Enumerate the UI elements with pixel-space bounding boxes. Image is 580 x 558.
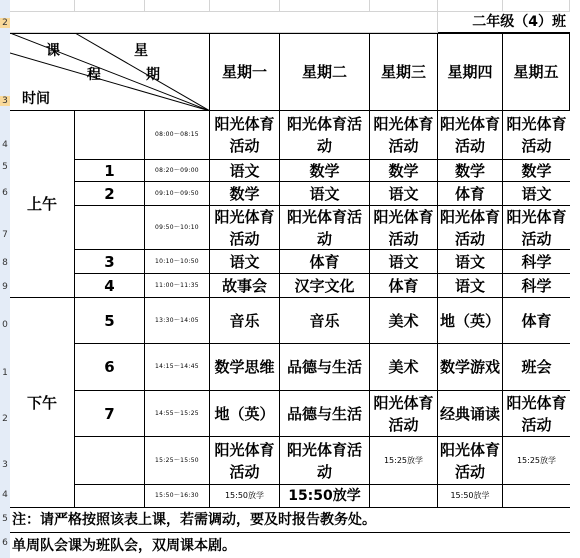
schedule-cell-day4[interactable]: 地（英） [438, 298, 503, 344]
row-number[interactable]: 4 [2, 140, 8, 150]
period-number[interactable] [75, 437, 145, 485]
schedule-cell-day2[interactable]: 体育 [280, 250, 370, 274]
row-number[interactable]: 2 [2, 414, 8, 424]
schedule-cell-day3[interactable]: 阳光体育活动 [370, 391, 438, 437]
period-time[interactable]: 08:20～09:00 [145, 160, 210, 182]
day-header-wednesday[interactable]: 星期三 [370, 33, 438, 111]
row-number[interactable]: 3 [2, 460, 8, 470]
schedule-cell-day3[interactable]: 阳光体育活动 [370, 206, 438, 250]
period-number[interactable]: 6 [75, 344, 145, 391]
period-number[interactable]: 1 [75, 160, 145, 182]
schedule-cell-day1[interactable]: 音乐 [210, 298, 280, 344]
grid-cell[interactable] [210, 0, 280, 12]
day-header-friday[interactable]: 星期五 [503, 33, 570, 111]
schedule-cell-day4[interactable]: 数学游戏 [438, 344, 503, 391]
schedule-cell-day5[interactable]: 体育 [503, 298, 570, 344]
schedule-cell-day4[interactable]: 经典诵读 [438, 391, 503, 437]
schedule-cell-day4[interactable]: 体育 [438, 182, 503, 206]
schedule-cell-day2[interactable]: 品德与生活 [280, 391, 370, 437]
row-number[interactable]: 6 [2, 538, 8, 548]
row-number[interactable]: 4 [2, 490, 8, 500]
day-header-thursday[interactable]: 星期四 [438, 33, 503, 111]
grid-cell[interactable] [75, 0, 145, 12]
period-number[interactable]: 7 [75, 391, 145, 437]
schedule-cell-day1[interactable]: 15:50放学 [210, 485, 280, 508]
header-xing: 星 [134, 43, 148, 59]
row-number[interactable]: 6 [2, 188, 8, 198]
row-number[interactable]: 5 [2, 514, 8, 524]
grid-cell[interactable] [280, 0, 370, 12]
schedule-cell-day3[interactable]: 语文 [370, 182, 438, 206]
schedule-cell-day1[interactable]: 语文 [210, 250, 280, 274]
schedule-cell-day1[interactable]: 数学 [210, 182, 280, 206]
period-time[interactable]: 15:50～16:30 [145, 485, 210, 508]
period-number[interactable]: 4 [75, 274, 145, 298]
schedule-cell-day3[interactable]: 数学 [370, 160, 438, 182]
row-number[interactable]: 9 [2, 282, 8, 292]
schedule-cell-day4[interactable]: 语文 [438, 250, 503, 274]
schedule-cell-day5[interactable]: 15:25放学 [503, 437, 570, 485]
period-number[interactable] [75, 206, 145, 250]
header-time: 时间 [22, 91, 50, 107]
row-number[interactable]: 8 [2, 258, 8, 268]
day-header-monday[interactable]: 星期一 [210, 33, 280, 111]
period-time[interactable]: 14:55～15:25 [145, 391, 210, 437]
row-number[interactable]: 2 [0, 18, 10, 28]
grid-cell[interactable] [503, 0, 570, 12]
period-number[interactable]: 2 [75, 182, 145, 206]
row-number[interactable]: 1 [2, 368, 8, 378]
note-1: 注：请严格按照该表上课，若需调动，要及时报告教务处。 [12, 512, 376, 528]
schedule-cell-day5[interactable]: 班会 [503, 344, 570, 391]
schedule-cell-day3[interactable]: 语文 [370, 250, 438, 274]
schedule-cell-day5[interactable]: 科学 [503, 250, 570, 274]
period-time[interactable]: 14:15～14:45 [145, 344, 210, 391]
grid-cell[interactable] [370, 0, 438, 12]
note-row-2[interactable] [10, 533, 570, 558]
schedule-cell-day2[interactable]: 阳光体育活动 [280, 437, 370, 485]
schedule-cell-day2[interactable]: 汉字文化 [280, 274, 370, 298]
schedule-cell-day1[interactable]: 语文 [210, 160, 280, 182]
schedule-cell-day5[interactable] [503, 485, 570, 508]
period-time[interactable]: 13:30～14:05 [145, 298, 210, 344]
schedule-cell-day1[interactable]: 数学思维 [210, 344, 280, 391]
schedule-cell-day5[interactable]: 科学 [503, 274, 570, 298]
grid-cell[interactable] [438, 0, 503, 12]
grid-cell[interactable] [145, 0, 210, 12]
note-2: 单周队会课为班队会，双周课本剧。 [12, 537, 236, 554]
schedule-cell-day4[interactable]: 阳光体育活动 [438, 206, 503, 250]
session-am[interactable]: 上午 [10, 111, 75, 298]
schedule-cell-day2[interactable]: 阳光体育活动 [280, 206, 370, 250]
row-number[interactable]: 5 [2, 162, 8, 172]
schedule-cell-day3[interactable]: 美术 [370, 298, 438, 344]
schedule-cell-day4[interactable]: 阳光体育活动 [438, 437, 503, 485]
day-header-tuesday[interactable]: 星期二 [280, 33, 370, 111]
row-number[interactable]: 3 [0, 96, 10, 106]
period-time[interactable]: 09:50～10:10 [145, 206, 210, 250]
schedule-cell-day1[interactable]: 阳光体育活动 [210, 206, 280, 250]
period-number[interactable] [75, 111, 145, 160]
period-time[interactable]: 10:10～10:50 [145, 250, 210, 274]
schedule-cell-day1[interactable]: 故事会 [210, 274, 280, 298]
schedule-cell-day1[interactable]: 地（英） [210, 391, 280, 437]
schedule-cell-day2[interactable]: 阳光体育活动 [280, 111, 370, 160]
schedule-cell-day5[interactable]: 阳光体育活动 [503, 391, 570, 437]
header-qi: 期 [146, 67, 160, 83]
schedule-cell-day5[interactable]: 语文 [503, 182, 570, 206]
period-number[interactable]: 3 [75, 250, 145, 274]
schedule-cell-day3[interactable]: 15:25放学 [370, 437, 438, 485]
session-pm[interactable]: 下午 [10, 298, 75, 508]
header-ke: 课 [46, 43, 60, 59]
schedule-cell-day2[interactable]: 音乐 [280, 298, 370, 344]
row-number[interactable]: 0 [2, 320, 8, 330]
schedule-cell-day5[interactable]: 数学 [503, 160, 570, 182]
schedule-cell-day2[interactable]: 15:50放学 [280, 485, 370, 508]
schedule-cell-day2[interactable]: 语文 [280, 182, 370, 206]
schedule-cell-day1[interactable]: 阳光体育活动 [210, 437, 280, 485]
period-time[interactable]: 09:10～09:50 [145, 182, 210, 206]
header-cheng: 程 [87, 67, 101, 83]
schedule-cell-day3[interactable]: 体育 [370, 274, 438, 298]
period-time[interactable]: 08:00～08:15 [145, 111, 210, 160]
schedule-cell-day4[interactable]: 语文 [438, 274, 503, 298]
period-number[interactable]: 5 [75, 298, 145, 344]
schedule-cell-day5[interactable]: 阳光体育活动 [503, 206, 570, 250]
schedule-cell-day4[interactable]: 15:50放学 [438, 485, 503, 508]
note-row-1[interactable] [10, 508, 570, 533]
schedule-cell-day5[interactable]: 阳光体育活动 [503, 111, 570, 160]
schedule-cell-day3[interactable]: 美术 [370, 344, 438, 391]
period-number[interactable] [75, 485, 145, 508]
schedule-cell-day1[interactable]: 阳光体育活动 [210, 111, 280, 160]
schedule-cell-day4[interactable]: 阳光体育活动 [438, 111, 503, 160]
grid-cell[interactable] [10, 12, 438, 33]
schedule-cell-day3[interactable]: 阳光体育活动 [370, 111, 438, 160]
schedule-cell-day3[interactable] [370, 485, 438, 508]
class-name: 二年级（4）班 [438, 12, 570, 33]
period-time[interactable]: 15:25～15:50 [145, 437, 210, 485]
row-number[interactable]: 7 [2, 230, 8, 240]
schedule-cell-day4[interactable]: 数学 [438, 160, 503, 182]
schedule-cell-day2[interactable]: 品德与生活 [280, 344, 370, 391]
grid-cell[interactable] [10, 0, 75, 12]
period-time[interactable]: 11:00～11:35 [145, 274, 210, 298]
schedule-cell-day2[interactable]: 数学 [280, 160, 370, 182]
